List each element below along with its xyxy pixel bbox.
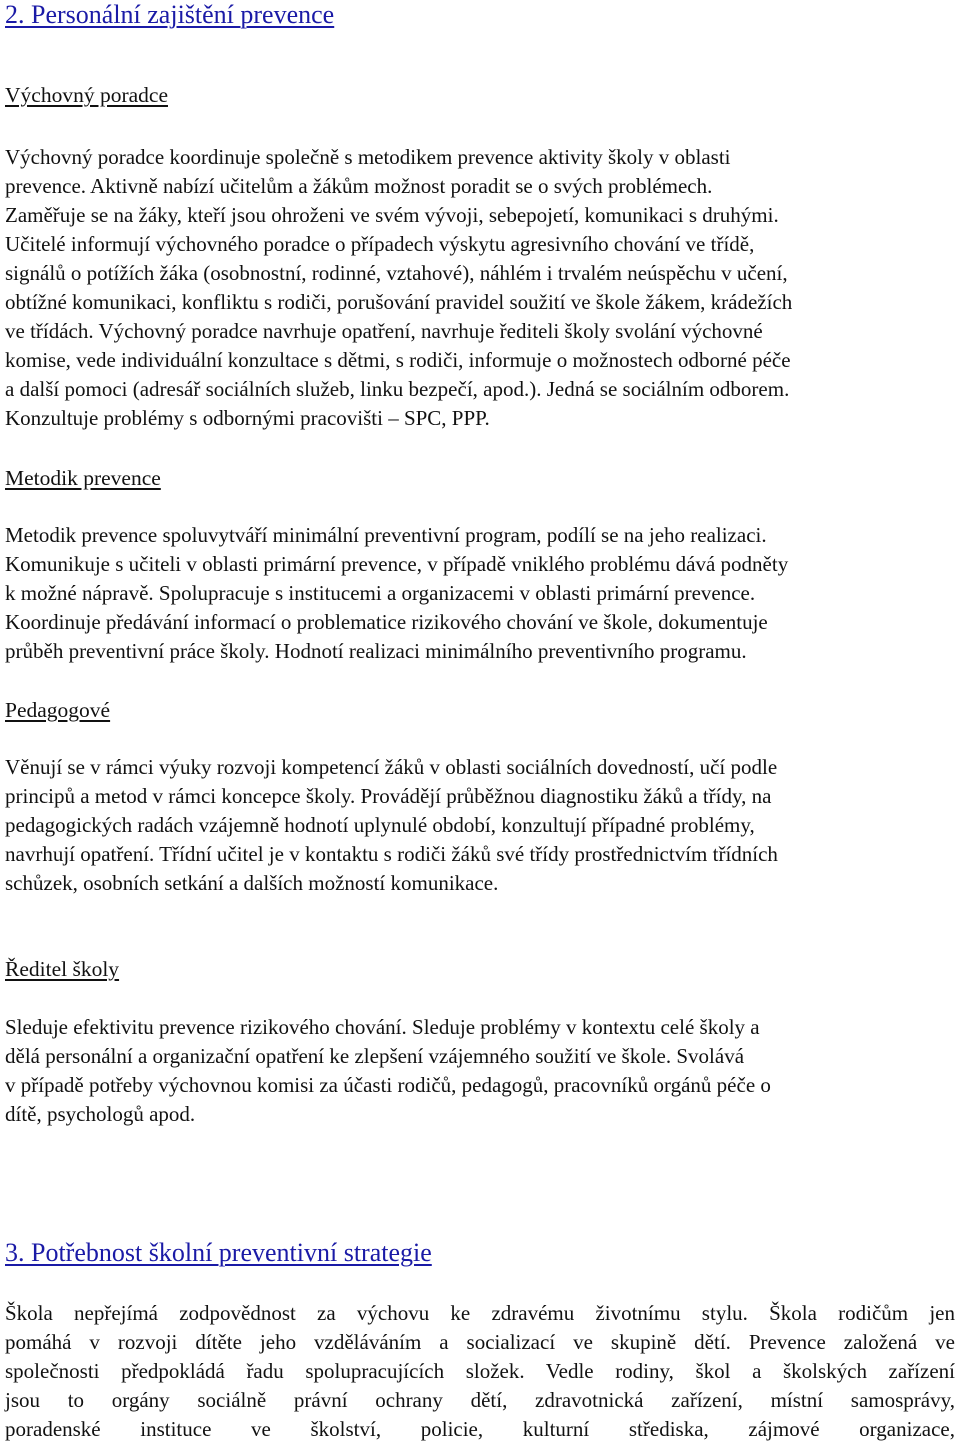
text-line: jsou to orgány sociálně právní ochrany dětí, zdravotnická zařízení, místní samosprávy, (5, 1388, 955, 1412)
text-line: ve třídách. Výchovný poradce navrhuje opatření, navrhuje řediteli školy svolání výchovné (5, 319, 763, 343)
paragraph-reditel-skoly (5, 1013, 955, 1129)
section-heading-pedagogove: Pedagogové (5, 698, 111, 722)
text-line: pedagogických radách vzájemně hodnotí uplynulé období, konzultují případné problémy, (5, 813, 755, 837)
section-heading-reditel-skoly: Ředitel školy (5, 957, 120, 981)
text-line: Učitelé informují výchovného poradce o případech výskytu agresivního chování ve třídě, (5, 232, 755, 256)
text-line: komise, vede individuální konzultace s dětmi, s rodiči, informuje o možnostech odborné péče (5, 348, 791, 372)
text-line: navrhují opatření. Třídní učitel je v kontaktu s rodiči žáků své třídy prostřednictvím třídních (5, 842, 778, 866)
text-line: průběh preventivní práce školy. Hodnotí realizaci minimálního preventivního programu. (5, 639, 747, 663)
text-line: principů a metod v rámci koncepce školy. Provádějí průběžnou diagnostiku žáků a třídy, na (5, 784, 772, 808)
text-line: prevence. Aktivně nabízí učitelům a žákům možnost poradit se o svých problémech. (5, 174, 713, 198)
text-line: k možné nápravě. Spolupracuje s institucemi a organizacemi v oblasti primární prevence. (5, 581, 756, 605)
text-line: Koordinuje předávání informací o problematice rizikového chování ve škole, dokumentuje (5, 610, 768, 634)
text-line: a další pomoci (adresář sociálních služeb, linku bezpečí, apod.). Jedná se sociálním odborem. (5, 377, 790, 401)
text-line: Sleduje efektivitu prevence rizikového chování. Sleduje problémy v kontextu celé školy a (5, 1015, 760, 1039)
text-line: společnosti předpokládá řadu spolupracujících složek. Vedle rodiny, škol a školských zařízení (5, 1359, 955, 1383)
chapter-3-heading: 3. Potřebnost školní preventivní strategie (5, 1238, 432, 1267)
text-line: poradenské instituce ve školství, policie, kulturní střediska, zájmové organizace, (5, 1417, 955, 1441)
text-line: dítě, psychologů apod. (5, 1102, 196, 1126)
section-heading-metodik-prevence: Metodik prevence (5, 466, 161, 490)
text-line: Škola nepřejímá zodpovědnost za výchovu ke zdravému životnímu stylu. Škola rodičům jen (5, 1301, 955, 1325)
text-line: Konzultuje problémy s odbornými pracovišti – SPC, PPP. (5, 406, 490, 430)
paragraph-metodik-prevence (5, 521, 955, 666)
section-heading-vychovny-poradce: Výchovný poradce (5, 83, 168, 107)
paragraph-vychovny-poradce (5, 143, 955, 433)
text-line: pomáhá v rozvoji dítěte jeho vzděláváním a socializací ve skupině dětí. Prevence založená ve (5, 1330, 955, 1354)
text-line: v případě potřeby výchovnou komisi za účasti rodičů, pedagogů, pracovníků orgánů péče o (5, 1073, 771, 1097)
text-line: Metodik prevence spoluvytváří minimální preventivní program, podílí se na jeho realizaci. (5, 523, 767, 547)
paragraph-chapter-3 (5, 1299, 955, 1444)
text-line: Výchovný poradce koordinuje společně s metodikem prevence aktivity školy v oblasti (5, 145, 731, 169)
text-line: Zaměřuje se na žáky, kteří jsou ohroženi ve svém vývoji, sebepojetí, komunikaci s druhými. (5, 203, 779, 227)
text-line: Komunikuje s učiteli v oblasti primární prevence, v případě vniklého problému dává podněty (5, 552, 789, 576)
paragraph-pedagogove (5, 753, 955, 898)
text-line: schůzek, osobních setkání a dalších možností komunikace. (5, 871, 499, 895)
text-line: dělá personální a organizační opatření ke zlepšení vzájemného soužití ve škole. Svolává (5, 1044, 745, 1068)
text-line: Věnují se v rámci výuky rozvoji kompetencí žáků v oblasti sociálních dovedností, učí podle (5, 755, 778, 779)
chapter-2-heading: 2. Personální zajištění prevence (5, 0, 335, 29)
text-line: obtížné komunikaci, konfliktu s rodiči, porušování pravidel soužití ve škole žákem, krádežích (5, 290, 793, 314)
text-line: signálů o potížích žáka (osobnostní, rodinné, vztahové), náhlém i trvalém neúspěchu v učení, (5, 261, 788, 285)
